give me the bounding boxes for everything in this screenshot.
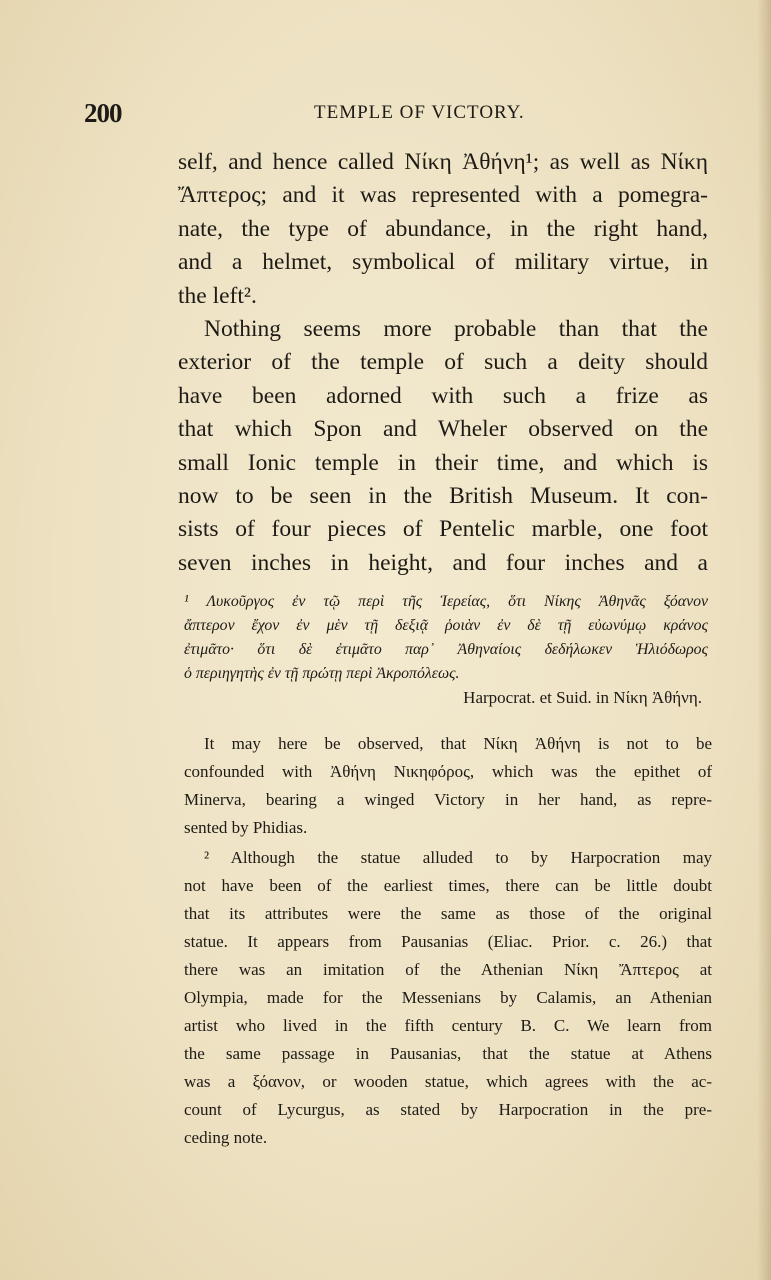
page-number: 200: [84, 98, 122, 128]
footnote-line: confounded with Ἀθήνη Νικηφόρος, which was the epithet of: [184, 762, 712, 781]
text-line: nate, the type of abundance, in the right hand,: [178, 215, 708, 242]
footnote-line: Olympia, made for the Messenians by Calamis, an Athenian: [184, 988, 712, 1007]
text-line: the left².: [178, 282, 257, 309]
footnote-line: Minerva, bearing a winged Victory in her hand, as repre-: [184, 790, 712, 809]
footnote-1-continuation: [184, 730, 712, 842]
text-line: have been adorned with such a frize as: [178, 382, 708, 409]
footnote-line: ceding note.: [184, 1128, 268, 1147]
text-line: self, and hence called Νίκη Ἀθήνη¹; as well as Νίκη: [178, 149, 708, 175]
footnote-2: [184, 844, 712, 1152]
footnote-1-greek: [184, 590, 708, 712]
footnote-line: count of Lycurgus, as stated by Harpocration in the pre-: [184, 1100, 712, 1119]
footnote-line: sented by Phidias.: [184, 818, 308, 837]
text-line: small Ionic temple in their time, and which is: [178, 449, 708, 476]
footnote-source: Harpocrat. et Suid. in Νίκη Ἀθήνη.: [463, 688, 702, 707]
text-line: now to be seen in the British Museum. It con-: [178, 482, 708, 509]
footnote-line: there was an imitation of the Athenian Νίκη Ἄπτερος at: [184, 960, 712, 979]
page-header: [84, 98, 684, 132]
footnote-line: statue. It appears from Pausanias (Eliac. Prior. c. 26.) that: [184, 932, 712, 951]
text-line: seven inches in height, and four inches and a: [178, 549, 708, 576]
text-line: and a helmet, symbolical of military virtue, in: [178, 249, 708, 276]
main-text: [178, 146, 708, 580]
footnote-line: It may here be observed, that Νίκη Ἀθήνη is not to be: [204, 734, 712, 753]
footnote-line: ¹ Λυκοῦργος ἐν τῷ περὶ τῆς Ἱερείας, ὅτι Νίκης Ἀθηνᾶς ξόανον: [184, 593, 708, 610]
footnote-line: was a ξόανον, or wooden statue, which agrees with the ac-: [184, 1072, 712, 1091]
footnote-line: ὁ περιηγητὴς ἐν τῇ πρώτῃ περὶ Ἀκροπόλεως.: [184, 665, 460, 682]
footnote-line: ἐτιμᾶτο· ὅτι δὲ ἐτιμᾶτο παρ᾽ Ἀθηναίοις δεδήλωκεν Ἡλιόδωρος: [184, 641, 708, 658]
footnote-line: the same passage in Pausanias, that the statue at Athens: [184, 1044, 712, 1063]
footnote-line: ² Although the statue alluded to by Harpocration may: [204, 848, 712, 867]
text-line: sists of four pieces of Pentelic marble, one foot: [178, 516, 708, 543]
footnote-line: that its attributes were the same as those of the original: [184, 904, 712, 923]
text-line: Nothing seems more probable than that the: [204, 315, 708, 342]
running-head: TEMPLE OF VICTORY.: [314, 102, 525, 123]
page-edge-shadow: [757, 0, 771, 1280]
footnote-line: artist who lived in the fifth century B. C. We learn from: [184, 1016, 712, 1035]
text-line: Ἄπτερος; and it was represented with a pomegra-: [178, 182, 708, 209]
text-line: exterior of the temple of such a deity should: [178, 349, 708, 376]
text-line: that which Spon and Wheler observed on the: [178, 416, 708, 443]
footnote-line: ἄπτερον ἔχον ἐν μὲν τῇ δεξιᾷ ῥοιὰν ἐν δὲ τῇ εὐωνύμῳ κράνος: [184, 617, 708, 634]
footnote-line: not have been of the earliest times, there can be little doubt: [184, 876, 712, 895]
